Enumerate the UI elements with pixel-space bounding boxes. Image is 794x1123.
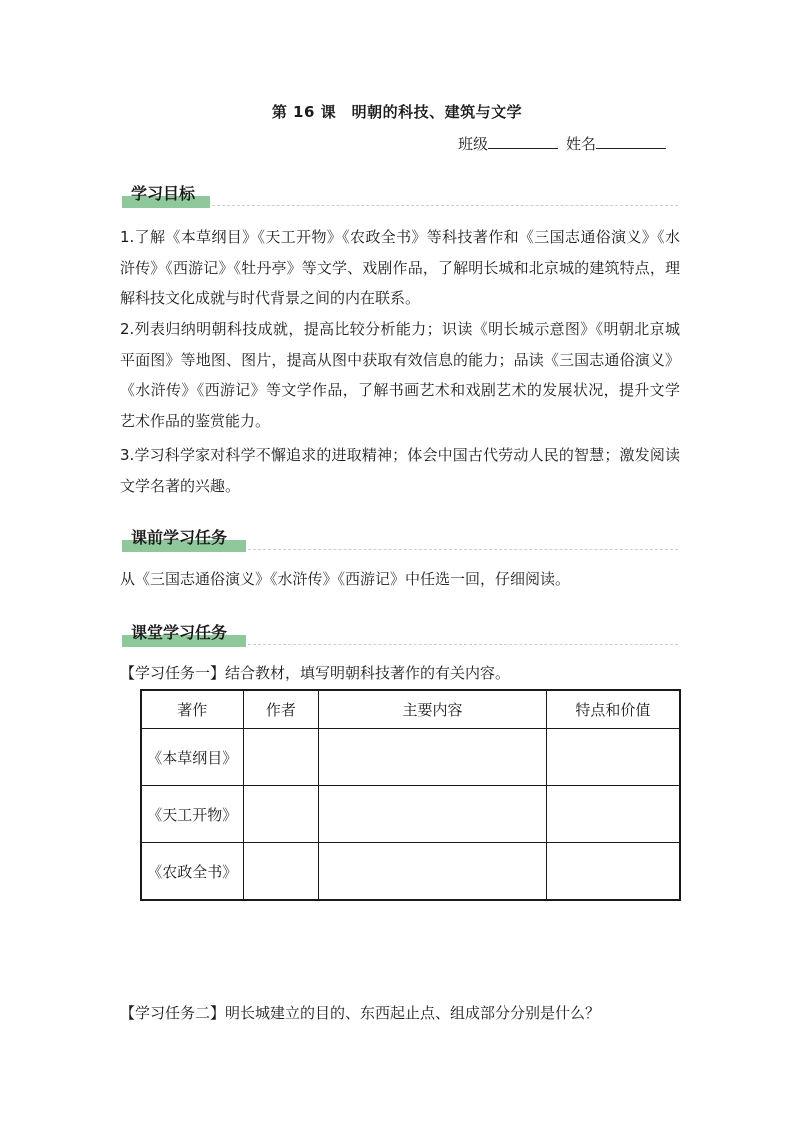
table-cell-work: 《本草纲目》 [141, 729, 243, 786]
dashed-divider [212, 205, 678, 206]
table-row [141, 786, 680, 843]
table-cell-content[interactable] [319, 729, 547, 786]
pre-class-task: 从《三国志通俗演义》《水浒传》《西游记》中任选一回，仔细阅读。 [120, 570, 571, 588]
name-blank[interactable] [596, 134, 666, 149]
class-label: 班级 [458, 135, 489, 153]
table-row [141, 843, 680, 901]
section-heading-goals [118, 180, 678, 208]
table-cell-content[interactable] [319, 843, 547, 901]
goal-item-2: 2.列表归纳明朝科技成就，提高比较分析能力；识读《明长城示意图》《明朝北京城平面图》等地图、图片，提高从图中获取有效信息的能力；品读《三国志通俗演义》《水浒传》《西游记》等文学作品，了解书画艺术和戏剧艺术的发展状况，提升文学艺术作品的鉴赏能力。 [120, 320, 680, 430]
table-cell-content[interactable] [319, 786, 547, 843]
class-blank[interactable] [488, 134, 558, 149]
task-2-prompt: 【学习任务二】明长城建立的目的、东西起止点、组成部分分别是什么？ [120, 1004, 601, 1022]
section-heading-in-class [118, 619, 678, 647]
tech-works-table [140, 689, 681, 901]
dashed-divider [248, 549, 678, 550]
table-cell-author[interactable] [243, 843, 319, 901]
table-cell-author[interactable] [243, 786, 319, 843]
table-cell-value[interactable] [546, 729, 680, 786]
table-cell-value[interactable] [546, 786, 680, 843]
table-cell-value[interactable] [546, 843, 680, 901]
page-title: 第 16 课 明朝的科技、建筑与文学 [271, 103, 523, 121]
task-1-prompt: 【学习任务一】结合教材，填写明朝科技著作的有关内容。 [120, 664, 511, 682]
table-row [141, 729, 680, 786]
table-cell-work: 《农政全书》 [141, 843, 243, 901]
name-label: 姓名 [566, 135, 597, 153]
table-cell-work: 《天工开物》 [141, 786, 243, 843]
column-header: 主要内容 [319, 690, 547, 729]
section-heading-pre-class [118, 524, 678, 552]
column-header: 著作 [141, 690, 243, 729]
goal-item-1: 1.了解《本草纲目》《天工开物》《农政全书》等科技著作和《三国志通俗演义》《水浒传》《西游记》《牡丹亭》等文学、戏剧作品，了解明长城和北京城的建筑特点，理解科技文化成就与时代背景之间的内在联系。 [120, 228, 680, 307]
column-header: 作者 [243, 690, 319, 729]
goal-item-3: 3.学习科学家对科学不懈追求的进取精神；体会中国古代劳动人民的智慧；激发阅读文学名著的兴趣。 [120, 446, 680, 495]
table-header-row [141, 690, 680, 729]
column-header: 特点和价值 [546, 690, 680, 729]
dashed-divider [248, 644, 678, 645]
table-cell-author[interactable] [243, 729, 319, 786]
section-heading-label: 学习目标 [131, 184, 196, 203]
class-name-fields [458, 133, 666, 154]
section-heading-label: 课前学习任务 [131, 528, 228, 547]
section-heading-label: 课堂学习任务 [131, 623, 228, 642]
